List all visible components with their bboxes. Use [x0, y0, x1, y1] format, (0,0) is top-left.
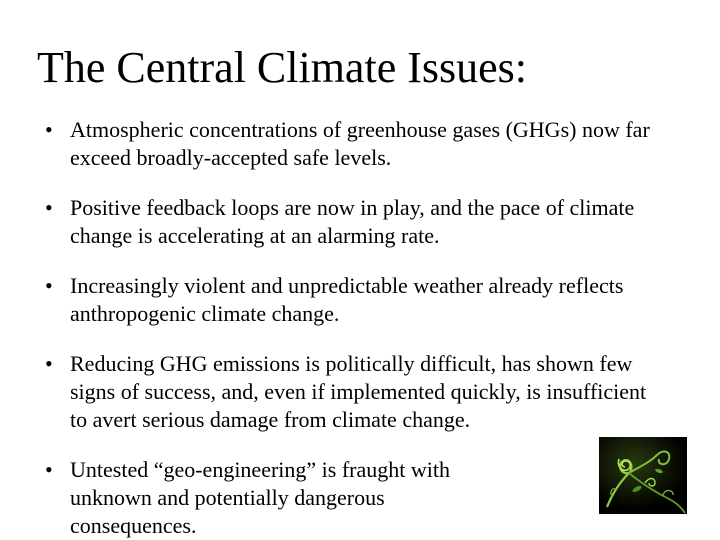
bullet-marker: • — [45, 351, 53, 376]
bullet-marker: • — [45, 117, 53, 142]
bullet-item-5 — [45, 456, 665, 540]
bullet-text: Untested “geo-engineering” is fraught with unknown and potentially dangerous consequences. — [70, 457, 450, 538]
green-spiral-plant-icon — [599, 437, 687, 514]
bullet-marker: • — [45, 457, 53, 482]
bullet-text: Positive feedback loops are now in play, and the pace of climate change is accelerating at an alarming rate. — [70, 195, 635, 248]
bullet-item-3 — [45, 272, 665, 328]
bullet-text: Atmospheric concentrations of greenhouse gases (GHGs) now far exceed broadly-accepted safe levels. — [70, 117, 650, 170]
slide-title: The Central Climate Issues: — [37, 43, 527, 92]
bullet-marker: • — [45, 195, 53, 220]
bullet-marker: • — [45, 273, 53, 298]
bullet-item-2 — [45, 194, 665, 250]
bullet-item-4 — [45, 350, 665, 434]
bullet-text: Reducing GHG emissions is politically difficult, has shown few signs of success, and, even if implemented quickly, is insufficient to avert serious damage from climate change. — [70, 351, 647, 432]
bullet-text: Increasingly violent and unpredictable weather already reflects anthropogenic climate change. — [70, 273, 624, 326]
bullet-item-1 — [45, 116, 665, 172]
bullet-list — [45, 116, 665, 540]
